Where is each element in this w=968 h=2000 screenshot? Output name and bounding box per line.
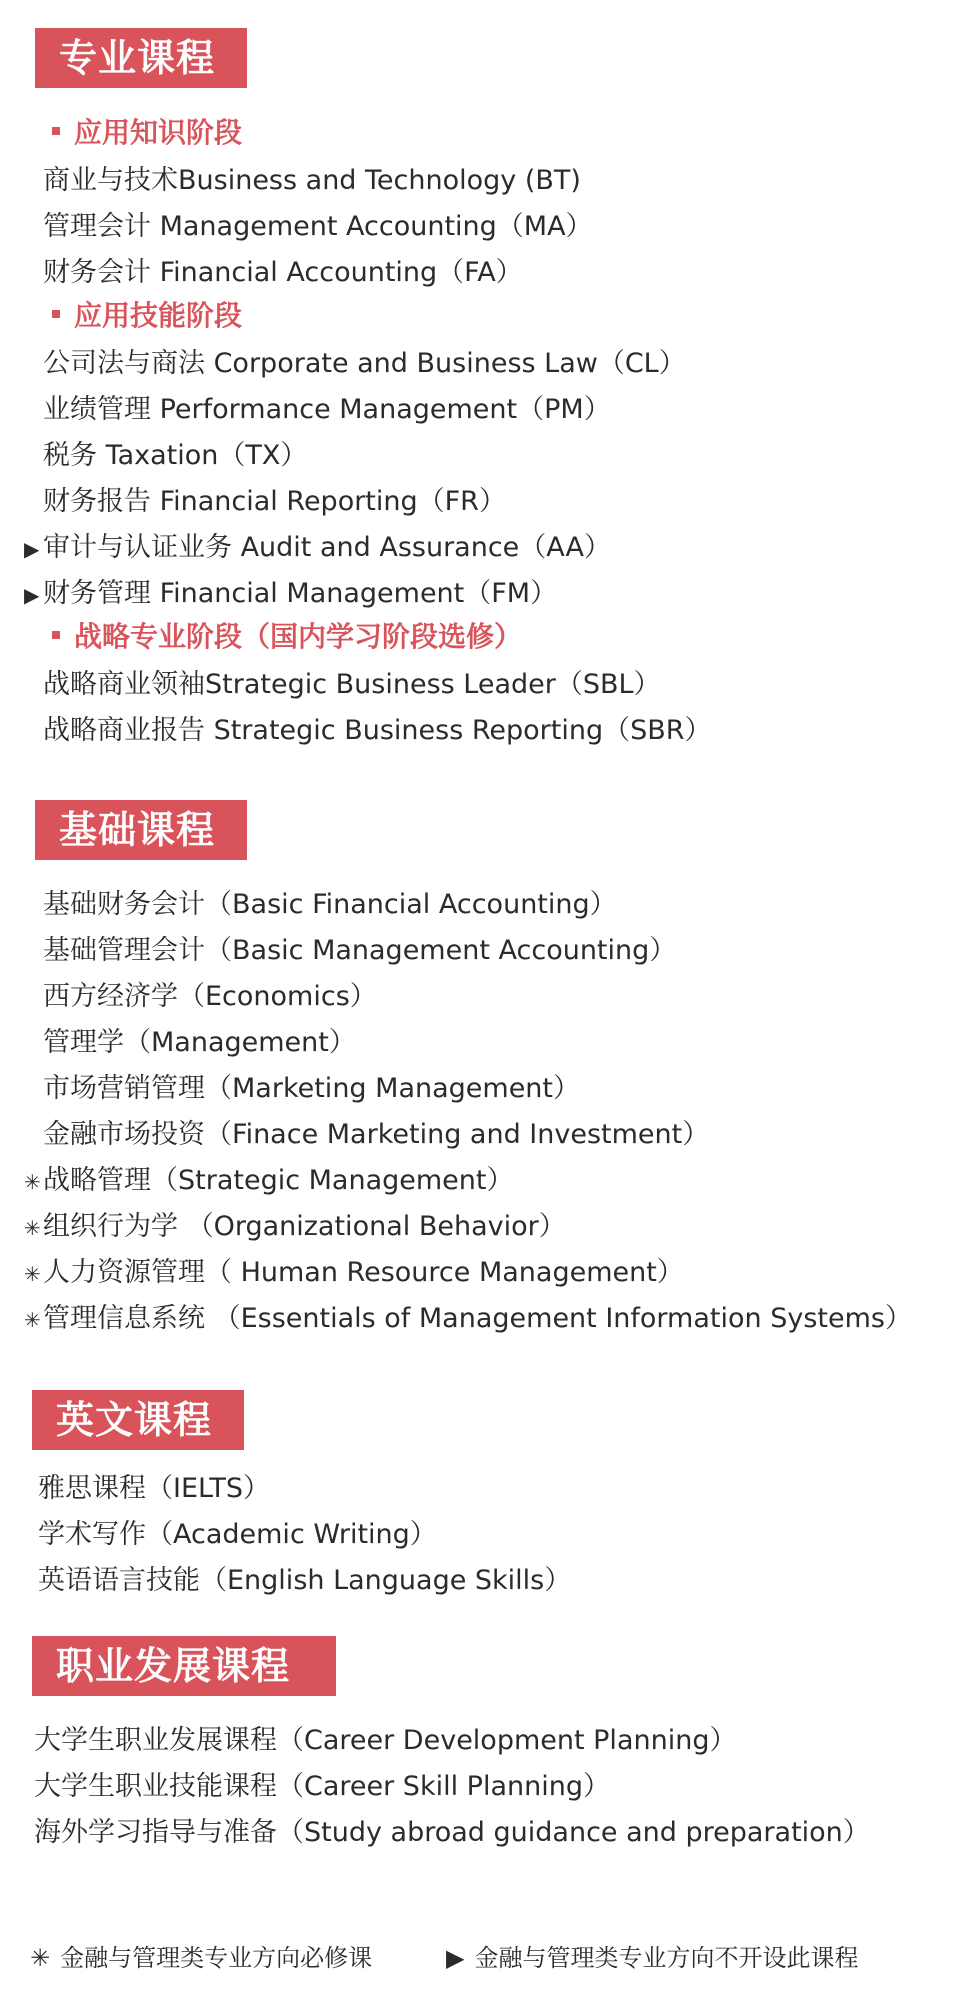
section-title-professional: 专业课程 [35, 28, 247, 88]
course-item: 雅思课程（IELTS） [38, 1473, 270, 1504]
course-item: 商业与技术Business and Technology (BT) [43, 165, 581, 196]
course-item: 财务管理 Financial Management（FM） [43, 578, 558, 609]
course-item: 学术写作（Academic Writing） [38, 1519, 437, 1550]
course-item: 大学生职业技能课程（Career Skill Planning） [34, 1771, 610, 1802]
course-item: 战略管理（Strategic Management） [43, 1165, 514, 1196]
course-item: 英语语言技能（English Language Skills） [38, 1565, 572, 1596]
legend-excluded [446, 1938, 858, 1978]
course-item: 基础财务会计（Basic Financial Accounting） [43, 889, 617, 920]
course-item: 财务报告 Financial Reporting（FR） [43, 486, 506, 517]
course-item: 金融市场投资（Finace Marketing and Investment） [43, 1119, 710, 1150]
triangle-marker-icon: ▶ [24, 537, 40, 561]
asterisk-marker-icon: ✳ [24, 1216, 41, 1240]
section-title-foundation: 基础课程 [35, 800, 247, 860]
course-item: 管理学（Management） [43, 1027, 356, 1058]
course-item: 公司法与商法 Corporate and Business Law（CL） [43, 348, 686, 379]
subheading-label: 应用技能阶段 [74, 299, 243, 332]
course-item: 西方经济学（Economics） [43, 981, 377, 1012]
course-item: 税务 Taxation（TX） [43, 440, 308, 471]
course-item: 业绩管理 Performance Management（PM） [43, 394, 611, 425]
legend-required [30, 1938, 372, 1978]
section-title-english: 英文课程 [32, 1390, 244, 1450]
course-item: 管理信息系统 （Essentials of Management Information Systems） [43, 1303, 912, 1334]
course-item: 组织行为学 （Organizational Behavior） [43, 1211, 566, 1242]
bullet-square-icon [52, 631, 60, 639]
triangle-legend-icon: ▶ [446, 1944, 465, 1972]
legend-excluded-text: 金融与管理类专业方向不开设此课程 [474, 1944, 859, 1972]
course-item: 战略商业报告 Strategic Business Reporting（SBR） [43, 715, 712, 746]
asterisk-marker-icon: ✳ [24, 1308, 41, 1332]
course-item: 基础管理会计（Basic Management Accounting） [43, 935, 677, 966]
asterisk-marker-icon: ✳ [24, 1170, 41, 1194]
course-item: 管理会计 Management Accounting（MA） [43, 211, 593, 242]
course-item: 审计与认证业务 Audit and Assurance（AA） [43, 532, 611, 563]
triangle-marker-icon: ▶ [24, 583, 40, 607]
bullet-square-icon [52, 310, 60, 318]
course-item: 财务会计 Financial Accounting（FA） [43, 257, 523, 288]
legend-required-text: 金融与管理类专业方向必修课 [60, 1944, 373, 1972]
course-item: 战略商业领袖Strategic Business Leader（SBL） [43, 669, 661, 700]
subheading-label: 战略专业阶段（国内学习阶段选修） [74, 620, 523, 653]
course-item: 市场营销管理（Marketing Management） [43, 1073, 581, 1104]
asterisk-marker-icon: ✳ [24, 1262, 41, 1286]
subheading-label: 应用知识阶段 [74, 116, 243, 149]
section-title-career: 职业发展课程 [32, 1636, 336, 1696]
course-item: 大学生职业发展课程（Career Development Planning） [34, 1725, 737, 1756]
asterisk-legend-icon: ✳ [30, 1944, 51, 1972]
course-item: 海外学习指导与准备（Study abroad guidance and preparation） [34, 1817, 870, 1848]
subheading-applied-skills [52, 293, 242, 339]
bullet-square-icon [52, 127, 60, 135]
course-item: 人力资源管理（ Human Resource Management） [43, 1257, 684, 1288]
subheading-applied-knowledge [52, 110, 242, 156]
subheading-strategic [52, 614, 522, 660]
